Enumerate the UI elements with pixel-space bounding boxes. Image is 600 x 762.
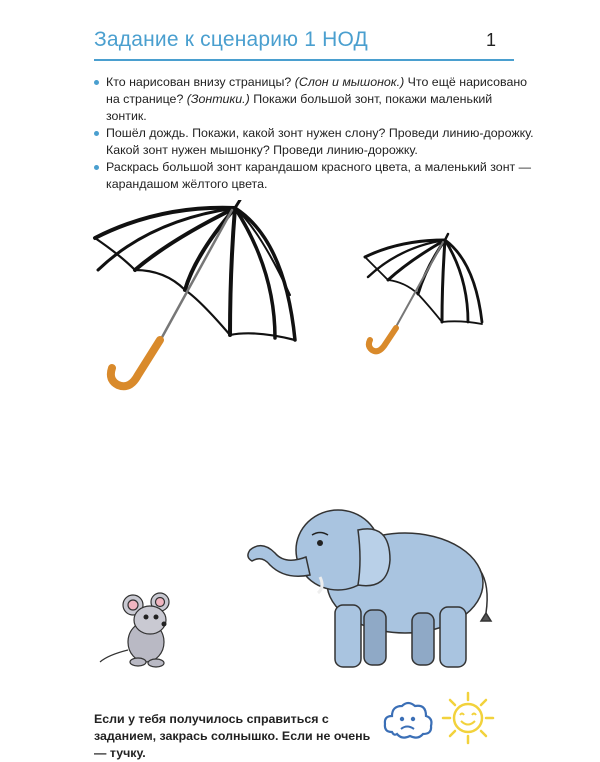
mouse-icon[interactable] [98, 590, 198, 670]
self-check-instruction: Если у тебя получилось справиться с заданием, закрась солнышко. Если не очень — тучку. [94, 712, 371, 760]
small-umbrella-icon[interactable] [360, 232, 500, 360]
page-header [94, 28, 514, 58]
page-title: Задание к сценарию 1 НОД [94, 28, 368, 51]
sun-icon[interactable] [440, 690, 496, 746]
task-list [94, 74, 534, 193]
elephant-icon[interactable] [240, 495, 500, 680]
task-item-2: Пошёл дождь. Покажи, какой зонт нужен слону? Проведи линию-дорожку. Какой зонт нужен мышонку? Проведи линию-дорожку. [94, 125, 534, 159]
title-divider [94, 59, 514, 61]
bullet-icon [94, 165, 99, 170]
cloud-icon[interactable] [382, 698, 434, 742]
task-item-3: Раскрась большой зонт карандашом красного цвета, а маленький зонт — карандашом жёлтого цвета. [94, 159, 534, 193]
bullet-icon [94, 131, 99, 136]
page-number: 1 [486, 30, 497, 50]
big-umbrella-icon[interactable] [90, 200, 330, 400]
bullet-icon [94, 80, 99, 85]
task-item-1: Кто нарисован внизу страницы? (Слон и мышонок.) Что ещё нарисовано на странице? (Зонтики.) Покажи большой зонт, покажи маленький зонтик. [94, 74, 534, 125]
